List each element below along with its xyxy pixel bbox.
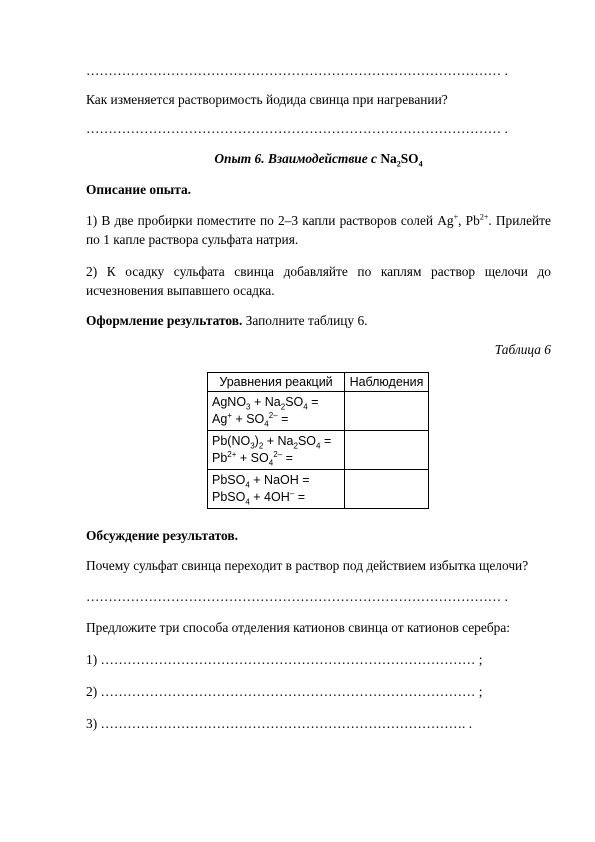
- observation-cell[interactable]: [345, 392, 429, 431]
- eq-sub: 4: [264, 419, 269, 429]
- answer-line-2: ………………………………………………………………………………… .: [86, 121, 508, 136]
- eq-sup: 2–: [268, 410, 278, 420]
- eq: + Na: [263, 434, 294, 448]
- results-instruction-text: Заполните таблицу 6.: [242, 313, 368, 328]
- charge-sup: 2+: [479, 212, 489, 222]
- eq: =: [294, 490, 305, 504]
- formula-part: SO: [400, 151, 419, 166]
- question-separation-methods: Предложите три способа отделения катионов свинца от катионов серебра:: [86, 620, 510, 635]
- table-row: [208, 431, 429, 470]
- question-iodide-solubility: Как изменяется растворимость йодида свинца при нагревании?: [86, 92, 448, 107]
- eq: Pb: [212, 451, 228, 465]
- formula-sub: 4: [418, 159, 423, 169]
- eq: SO: [285, 395, 304, 409]
- eq: + SO: [236, 451, 269, 465]
- step-1: [86, 211, 551, 249]
- eq-sub: 3: [250, 441, 255, 451]
- eq: + Na: [250, 395, 281, 409]
- eq-sub: 4: [245, 497, 250, 507]
- eq: ): [254, 434, 259, 448]
- results-instruction: [86, 313, 518, 329]
- results-table: [207, 372, 429, 509]
- header-reactions: Уравнения реакций: [208, 373, 345, 392]
- eq: Pb(NO: [212, 434, 251, 448]
- eq: Ag: [212, 412, 228, 426]
- eq-sup: –: [289, 488, 295, 498]
- eq-sub: 4: [245, 480, 250, 490]
- formula-part: Na: [380, 151, 397, 166]
- eq-sub: 2: [258, 441, 264, 451]
- charge-sup: +: [453, 212, 459, 222]
- table-row: [208, 392, 429, 431]
- eq-sup: 2+: [227, 449, 237, 459]
- eq: + SO: [231, 412, 265, 426]
- equation-line: [212, 394, 340, 411]
- eq: =: [282, 451, 293, 465]
- step-1-text: 1) В две пробирки поместите по 2–3 капли растворов солей Ag: [86, 213, 454, 228]
- eq-sup: +: [227, 410, 232, 420]
- eq-sub: 4: [303, 402, 308, 412]
- step-1-text: . Прилейте по 1 капле раствора сульфата натрия.: [86, 213, 551, 247]
- step-2: 2) К осадку сульфата свинца добавляйте по каплям раствор щелочи до исчезновения выпавшего осадка.: [86, 264, 551, 298]
- equation-line: [212, 489, 340, 506]
- eq: =: [277, 412, 289, 426]
- eq: + NaOH =: [249, 473, 310, 487]
- answer-method-1: 1) ………………………………………………………………………… ;: [86, 652, 483, 667]
- results-heading: Оформление результатов.: [86, 313, 243, 328]
- observation-cell[interactable]: [345, 431, 429, 470]
- experiment-title: [86, 151, 551, 167]
- eq-sub: 4: [316, 441, 321, 451]
- eq: =: [307, 395, 319, 409]
- discussion-heading: Обсуждение результатов.: [86, 528, 238, 543]
- table-header-row: [208, 373, 429, 392]
- eq: + 4OH: [249, 490, 290, 504]
- answer-method-3: 3) ………………………………………………………………………. .: [86, 716, 473, 731]
- table-row: [208, 470, 429, 509]
- answer-line-3: ………………………………………………………………………………… .: [86, 589, 508, 604]
- experiment-title-formula: [380, 151, 423, 169]
- answer-method-2: 2) ………………………………………………………………………… ;: [86, 684, 483, 699]
- description-heading: Описание опыта.: [86, 182, 192, 197]
- answer-line-1: ………………………………………………………………………………… .: [86, 63, 508, 78]
- eq: =: [320, 434, 332, 448]
- eq-sub: 4: [268, 458, 274, 468]
- equation-line: [212, 433, 340, 450]
- eq-sub: 2: [293, 441, 298, 451]
- eq: SO: [297, 434, 317, 448]
- eq-sub: 3: [246, 402, 251, 412]
- eq-sub: 2: [280, 402, 286, 412]
- eq: PbSO: [212, 490, 246, 504]
- step-1-text: , Pb: [458, 213, 480, 228]
- equation-line: [212, 450, 340, 467]
- reaction-cell: [208, 431, 345, 470]
- eq: PbSO: [212, 473, 246, 487]
- reaction-cell: [208, 392, 345, 431]
- experiment-title-text: Опыт 6. Взаимодействие с: [214, 151, 377, 166]
- equation-line: [212, 411, 340, 428]
- question-sulfate-dissolution: Почему сульфат свинца переходит в раствор под действием избытка щелочи?: [86, 558, 529, 573]
- equation-line: [212, 472, 340, 489]
- header-observations: Наблюдения: [345, 373, 429, 392]
- observation-cell[interactable]: [345, 470, 429, 509]
- eq-sup: 2–: [273, 449, 283, 459]
- reaction-cell: [208, 470, 345, 509]
- eq: AgNO: [212, 395, 247, 409]
- table-caption: Таблица 6: [494, 342, 551, 357]
- formula-sub: 2: [396, 159, 401, 169]
